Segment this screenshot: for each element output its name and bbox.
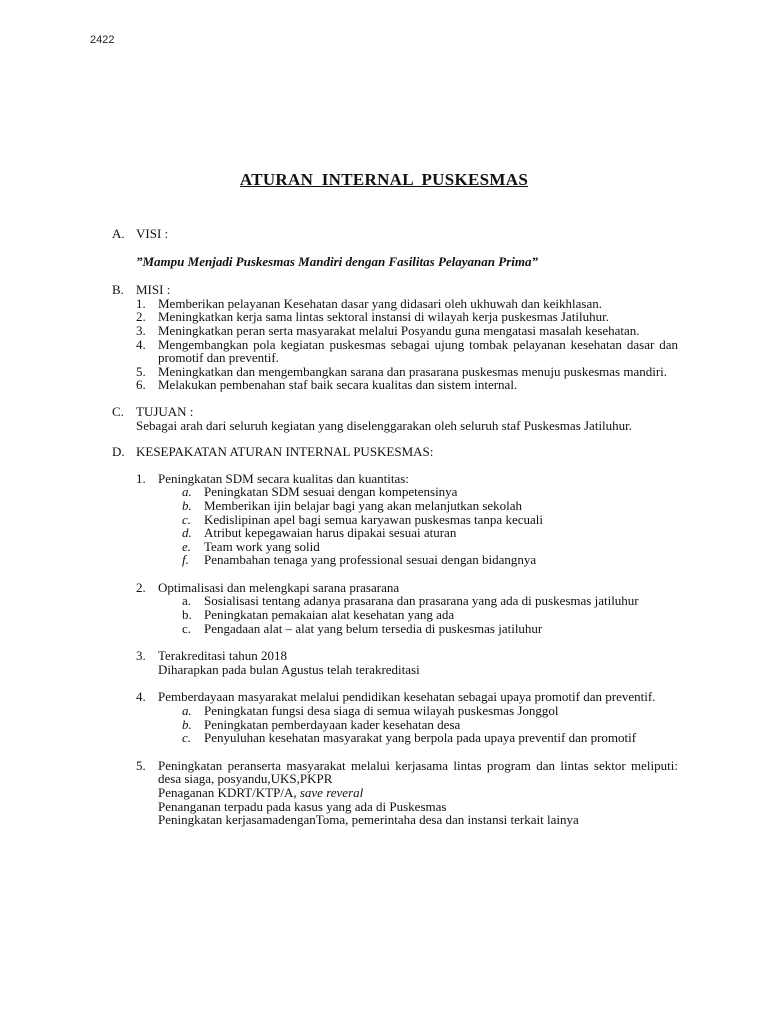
agreement-item-4: 4. Pemberdayaan masyarakat melalui pendidikan kesehatan sebagai upaya promotif dan preventif. a. Peningkatan fungsi desa siaga di semua wilayah puskesmas Jonggol b. Peningkatan pemberdayaan kader kesehatan desa c. Penyuluhan kesehatan masyarakat yang berpola pada upaya preventif dan promotif — [136, 690, 678, 744]
list-item: 4. Mengembangkan pola kegiatan puskesmas sebagai ujung tombak pelayanan kesehatan dasar dan promotif dan preventif. — [136, 336, 678, 366]
agreement-item-5: 5. Peningkatan peranserta masyarakat melalui kerjasama lintas program dan lintas sektor meliputi: desa siaga, posyandu,UKS,PKPR Penaganan KDRT/KTP/A, save reveral Penanganan terpadu pada kasus yang ada di Puskesmas Peningkatan kerjasamadenganToma, pemerintaha desa dan instansi terkait lainya — [136, 757, 678, 828]
tujuan-text: Sebagai arah dari seluruh kegiatan yang diselenggarakan oleh seluruh staf Puskesmas Jatiluhur. — [136, 417, 633, 433]
list-item: 3. Meningkatkan peran serta masyarakat melalui Posyandu guna mengatasi masalah kesehatan. — [136, 322, 640, 338]
section-letter: D. — [112, 444, 125, 460]
sub-list — [182, 704, 678, 745]
section-kesepakatan — [112, 445, 678, 827]
list-item: e. Team work yang solid — [182, 538, 320, 554]
document-title: ATURAN INTERNAL PUSKESMAS — [239, 170, 529, 189]
list-item: b. Peningkatan pemakaian alat kesehatan yang ada — [182, 607, 455, 623]
section-letter: A. — [112, 226, 125, 241]
document-body — [112, 227, 678, 827]
list-item: b. Peningkatan pemberdayaan kader kesehatan desa — [182, 716, 461, 732]
agreement-item-3: 3. Terakreditasi tahun 2018 Diharapkan pada bulan Agustus telah terakreditasi — [136, 648, 420, 677]
section-visi — [112, 227, 678, 268]
section-letter: B. — [112, 282, 124, 298]
visi-statement: ”Mampu Menjadi Puskesmas Mandiri dengan Fasilitas Pelayanan Prima” — [136, 253, 538, 269]
sub-list — [182, 485, 678, 567]
page-code: 2422 — [90, 34, 115, 46]
section-letter: C. — [112, 403, 124, 419]
list-item: c. Penyuluhan kesehatan masyarakat yang berpola pada upaya preventif dan promotif — [182, 730, 637, 746]
section-heading: MISI : — [136, 282, 171, 298]
list-item: a. Sosialisasi tentang adanya prasarana dan prasarana yang ada di puskesmas jatiluhur — [182, 593, 639, 609]
misi-list — [136, 297, 678, 392]
list-item: b. Memberikan ijin belajar bagi yang akan melanjutkan sekolah — [182, 497, 523, 513]
list-item: 5. Meningkatkan dan mengembangkan sarana dan prasarana puskesmas menuju puskesmas mandiri. — [136, 363, 668, 379]
list-item: a. Peningkatan fungsi desa siaga di semua wilayah puskesmas Jonggol — [182, 703, 559, 719]
agreement-item-2: 2. Optimalisasi dan melengkapi sarana prasarana a. Sosialisasi tentang adanya prasarana dan prasarana yang ada di puskesmas jatiluhur b. Peningkatan pemakaian alat kesehatan yang ada c. Pengadaan alat – alat yang belum tersedia di puskesmas jatiluhur — [136, 581, 678, 635]
list-item: f. Penambahan tenaga yang professional sesuai dengan bidangnya — [182, 552, 537, 568]
list-item: d. Atribut kepegawaian harus dipakai sesuai aturan — [182, 525, 457, 541]
sub-list — [182, 594, 678, 635]
section-misi — [112, 283, 678, 392]
list-item: a. Peningkatan SDM sesuai dengan kompetensinya — [182, 484, 458, 500]
section-heading: TUJUAN : — [136, 403, 194, 419]
list-item: 2. Meningkatkan kerja sama lintas sektoral instansi di wilayah kerja puskesmas Jatiluhur. — [136, 309, 609, 325]
section-heading: KESEPAKATAN ATURAN INTERNAL PUSKESMAS: — [136, 444, 434, 460]
agreement-item-1: 1. Peningkatan SDM secara kualitas dan kuantitas: a. Peningkatan SDM sesuai dengan kompetensinya b. Memberikan ijin belajar bagi yang akan melanjutkan sekolah c. Kedislipinan apel bagi semua karyawan puskesmas tanpa kecuali d. Atribut kepegawaian harus dipakai sesuai aturan e. Team work yang solid f. Penambahan tenaga yang professional sesuai dengan bidangnya — [136, 472, 678, 567]
section-tujuan — [112, 405, 678, 432]
list-item: c. Kedislipinan apel bagi semua karyawan puskesmas tanpa kecuali — [182, 511, 543, 527]
list-item: c. Pengadaan alat – alat yang belum tersedia di puskesmas jatiluhur — [182, 620, 543, 636]
list-item: 6. Melakukan pembenahan staf baik secara kualitas dan sistem internal. — [136, 377, 518, 393]
list-item: 1. Memberikan pelayanan Kesehatan dasar yang didasari oleh ukhuwah dan keikhlasan. — [136, 295, 603, 311]
section-heading: VISI : — [136, 226, 169, 241]
